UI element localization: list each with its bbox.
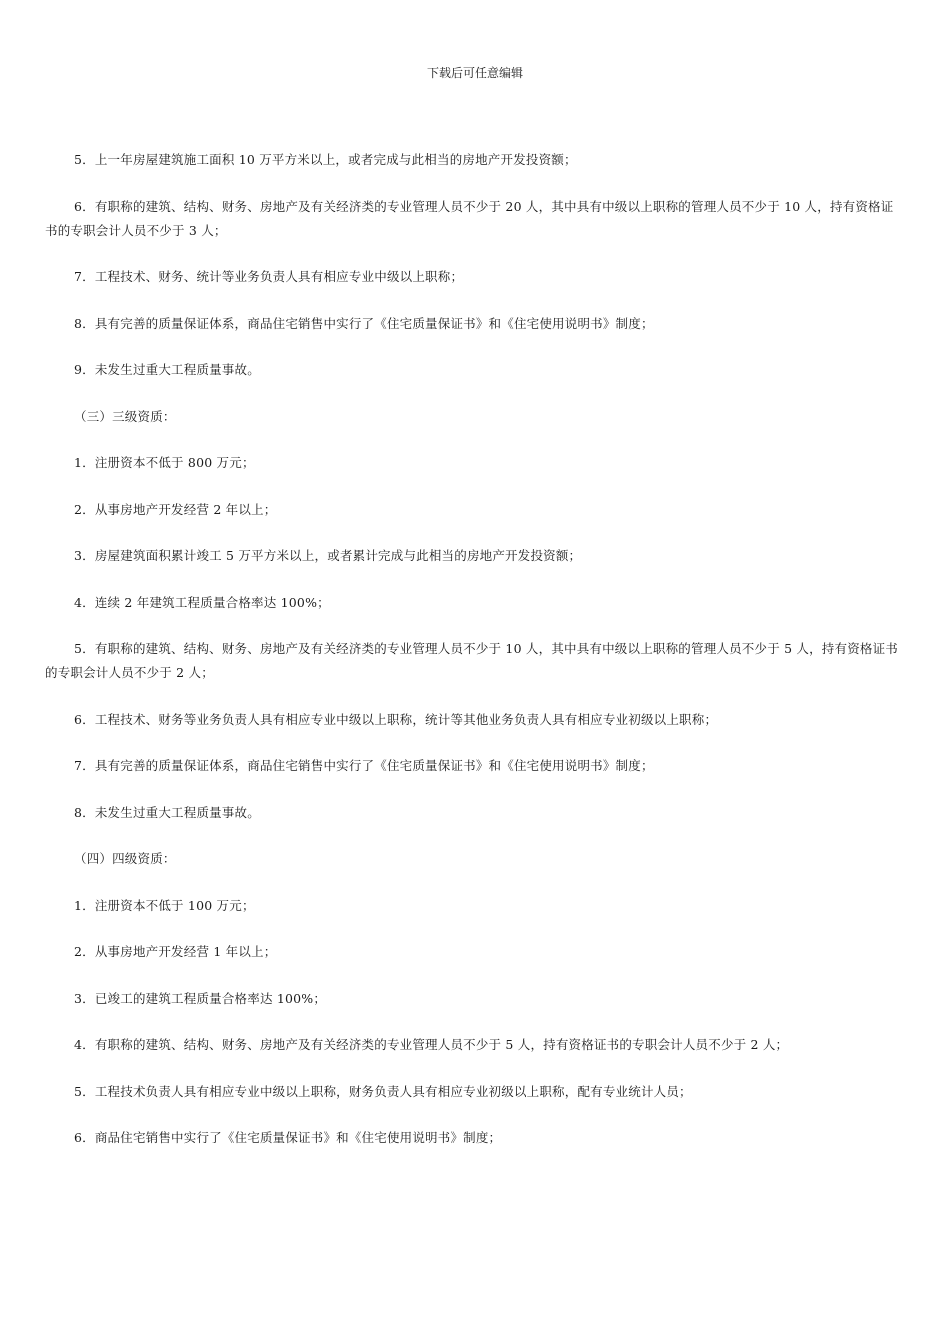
paragraph: 9．未发生过重大工程质量事故。 — [74, 362, 260, 377]
paragraph: 5．工程技术负责人具有相应专业中级以上职称，财务负责人具有相应专业初级以上职称，配有专业统计人员； — [74, 1083, 692, 1099]
section-heading: （三）三级资质： — [74, 408, 176, 424]
paragraph: 3．已竣工的建筑工程质量合格率达 100%； — [74, 990, 327, 1006]
document-body — [45, 148, 905, 1173]
paragraph: 8．具有完善的质量保证体系，商品住宅销售中实行了《住宅质量保证书》和《住宅使用说明书》制度； — [74, 315, 654, 331]
paragraph: 2．从事房地产开发经营 2 年以上； — [74, 501, 277, 517]
paragraph: 1．注册资本不低于 100 万元； — [74, 897, 255, 913]
paragraph: 6．商品住宅销售中实行了《住宅质量保证书》和《住宅使用说明书》制度； — [74, 1130, 502, 1145]
paragraph: 6．有职称的建筑、结构、财务、房地产及有关经济类的专业管理人员不少于 20 人，其中具有中级以上职称的管理人员不少于 10 人，持有资格证书的专职会计人员不少于 3 人； — [45, 198, 894, 238]
paragraph: 6．工程技术、财务等业务负责人具有相应专业中级以上职称，统计等其他业务负责人具有相应专业初级以上职称； — [74, 711, 718, 727]
paragraph: 8．未发生过重大工程质量事故。 — [74, 804, 260, 820]
paragraph: 2．从事房地产开发经营 1 年以上； — [74, 944, 277, 959]
paragraph: 5．有职称的建筑、结构、财务、房地产及有关经济类的专业管理人员不少于 10 人，其中具有中级以上职称的管理人员不少于 5 人，持有资格证书的专职会计人员不少于 2 人； — [45, 641, 899, 680]
paragraph: 7．具有完善的质量保证体系，商品住宅销售中实行了《住宅质量保证书》和《住宅使用说明书》制度； — [74, 758, 654, 773]
paragraph: 4．有职称的建筑、结构、财务、房地产及有关经济类的专业管理人员不少于 5 人，持有资格证书的专职会计人员不少于 2 人； — [74, 1037, 789, 1052]
page-header: 下载后可任意编辑 — [426, 66, 523, 80]
section-heading: （四）四级资质： — [74, 851, 176, 866]
paragraph: 1．注册资本不低于 800 万元； — [74, 455, 255, 470]
paragraph: 4．连续 2 年建筑工程质量合格率达 100%； — [74, 594, 330, 610]
paragraph: 3．房屋建筑面积累计竣工 5 万平方米以上，或者累计完成与此相当的房地产开发投资额； — [74, 548, 582, 563]
paragraph: 5．上一年房屋建筑施工面积 10 万平方米以上，或者完成与此相当的房地产开发投资额； — [74, 152, 577, 167]
paragraph: 7．工程技术、财务、统计等业务负责人具有相应专业中级以上职称； — [74, 269, 464, 284]
